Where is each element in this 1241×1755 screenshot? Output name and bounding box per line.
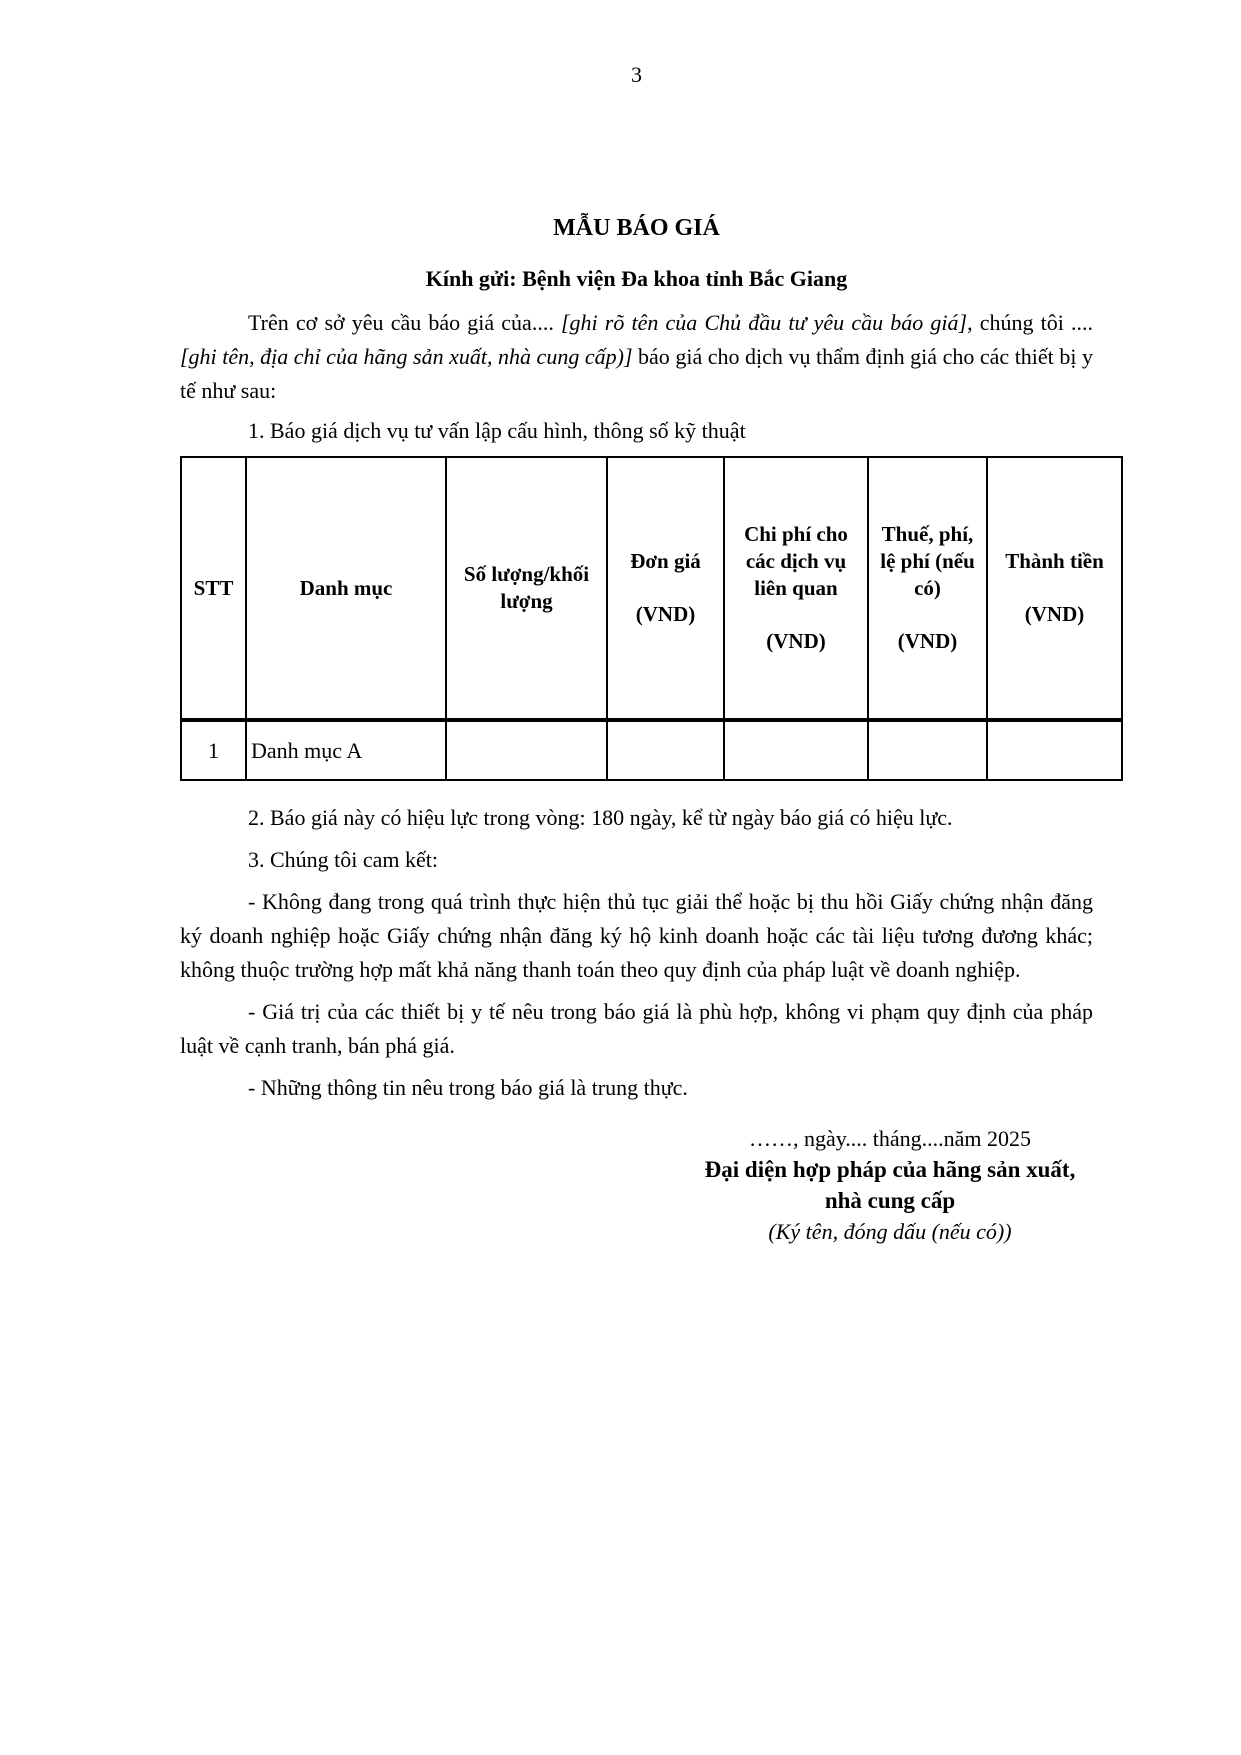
document-title: MẪU BÁO GIÁ (553, 215, 720, 241)
quote-table-body (181, 720, 1122, 780)
cell-danh-muc: Danh mục A (246, 720, 446, 780)
intro-placeholder-2: [ghi tên, địa chỉ của hãng sản xuất, nhà cung cấp)] (180, 344, 633, 369)
col-header-danh-muc-label: Danh mục (299, 575, 393, 600)
col-header-don-gia-unit: (VND) (635, 602, 696, 626)
intro-paragraph (180, 306, 1093, 408)
col-header-so-luong-label: Số lượng/khối lượng (463, 562, 590, 613)
signature-block (680, 1123, 1100, 1247)
page-number: 3 (631, 62, 642, 87)
col-header-thanh-tien-label: Thành tiền (1005, 549, 1104, 573)
col-header-thue-phi-label: Thuế, phí, lệ phí (nếu có) (880, 522, 975, 600)
intro-seg-1: Trên cơ sở yêu cầu báo giá của.... (248, 310, 561, 335)
col-header-thue-phi-unit: (VND) (897, 629, 958, 653)
cell-stt: 1 (181, 720, 246, 780)
col-header-don-gia (607, 457, 724, 720)
salutation-line: Kính gửi: Bệnh viện Đa khoa tỉnh Bắc Giang (425, 266, 848, 291)
col-header-danh-muc (246, 457, 446, 720)
intro-placeholder-1: [ghi rõ tên của Chủ đầu tư yêu cầu báo giá] (560, 310, 968, 335)
col-header-chi-phi (724, 457, 868, 720)
quote-table (180, 456, 1123, 781)
col-header-so-luong (446, 457, 607, 720)
cell-thue-phi (868, 720, 987, 780)
cell-don-gia (607, 720, 724, 780)
col-header-chi-phi-label: Chi phí cho các dịch vụ liên quan (744, 522, 848, 600)
document-page (180, 0, 1104, 1247)
clause-3: 3. Chúng tôi cam kết: (248, 847, 439, 872)
intro-seg-3: báo giá cho dịch vụ thẩm định giá cho các thiết bị y tế như sau: (180, 344, 1093, 403)
col-header-chi-phi-unit: (VND) (766, 629, 826, 653)
header-row (181, 457, 1122, 720)
cell-chi-phi (724, 720, 868, 780)
signature-role-line-2: nhà cung cấp (824, 1188, 956, 1213)
commitment-3: - Những thông tin nêu trong báo giá là trung thực. (248, 1075, 688, 1100)
col-header-stt-label: STT (193, 575, 234, 600)
commitment-1: - Không đang trong quá trình thực hiện thủ tục giải thể hoặc bị thu hồi Giấy chứng nhận đăng ký doanh nghiệp hoặc Giấy chứng nhận đăng ký hộ kinh doanh hoặc các tài liệu tương đương khác; không thuộc trường hợp mất khả năng thanh toán theo quy định của pháp luật về doanh nghiệp. (180, 889, 1093, 982)
intro-seg-2: , chúng tôi .... (967, 310, 1093, 335)
col-header-don-gia-label: Đơn giá (630, 549, 701, 573)
signature-date-line: ……, ngày.... tháng....năm 2025 (748, 1126, 1032, 1151)
signature-role-line-1: Đại diện hợp pháp của hãng sản xuất, (704, 1157, 1076, 1182)
clause-2: 2. Báo giá này có hiệu lực trong vòng: 180 ngày, kể từ ngày báo giá có hiệu lực. (248, 805, 953, 830)
col-header-thue-phi (868, 457, 987, 720)
col-header-thanh-tien-unit: (VND) (1024, 602, 1085, 626)
col-header-thanh-tien (987, 457, 1122, 720)
col-header-stt (181, 457, 246, 720)
signature-note: (Ký tên, đóng dấu (nếu có)) (768, 1219, 1012, 1244)
table-row (181, 720, 1122, 780)
cell-thanh-tien (987, 720, 1122, 780)
quote-table-header (181, 457, 1122, 720)
cell-so-luong (446, 720, 607, 780)
commitment-2: - Giá trị của các thiết bị y tế nêu trong báo giá là phù hợp, không vi phạm quy định của pháp luật về cạnh tranh, bán phá giá. (180, 999, 1093, 1058)
section-1-heading: 1. Báo giá dịch vụ tư vấn lập cấu hình, thông số kỹ thuật (248, 418, 746, 443)
